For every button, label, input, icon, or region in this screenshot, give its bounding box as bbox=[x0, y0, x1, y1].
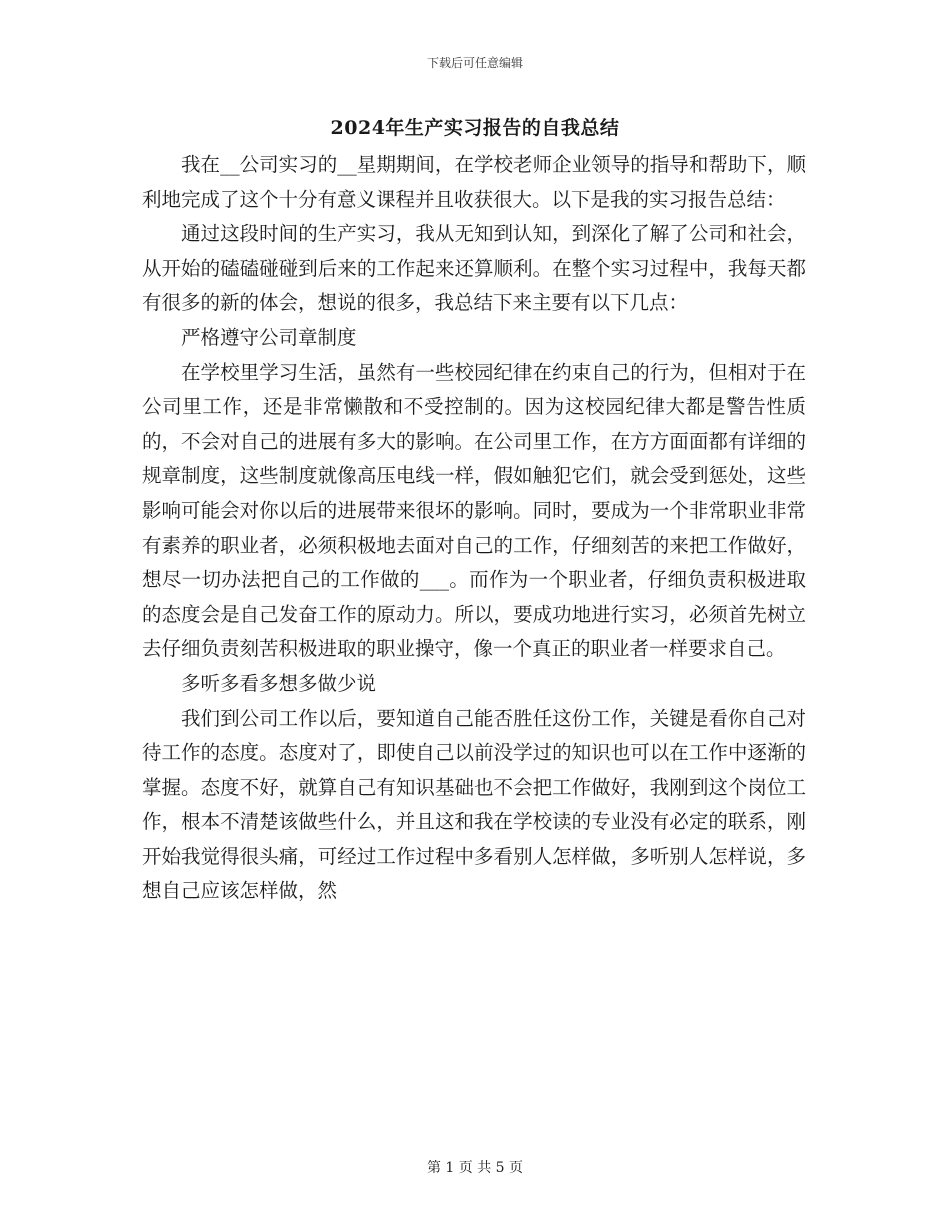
section-heading-rules: 严格遵守公司章制度 bbox=[181, 325, 357, 349]
paragraph-rules: 在学校里学习生活，虽然有一些校园纪律在约束自己的行为，但相对于在公司里工作，还是非常懒散和不受控制的。因为这校园纪律大都是警告性质的，不会对自己的进展有多大的影响。在公司里工作，在方方面面都有详细的规章制度，这些制度就像高压电线一样，假如触犯它们，就会受到惩处，这些影响可能会对你以后的进展带来很坏的影响。同时，要成为一个非常职业非常有素养的职业者，必须积极地去面对自己的工作，仔细刻苦的来把工作做好，想尽一切办法把自己的工作做的___。而作为一个职业者，仔细负责积极进取的态度会是自己发奋工作的原动力。所以，要成功地进行实习，必须首先树立去仔细负责刻苦积极进取的职业操守，像一个真正的职业者一样要求自己。 bbox=[142, 360, 806, 661]
paragraph-overview: 通过这段时间的生产实习，我从无知到认知，到深化了解了公司和社会，从开始的磕磕碰碰到后来的工作起来还算顺利。在整个实习过程中，我每天都有很多的新的体会，想说的很多，我总结下来主要有以下几点： bbox=[142, 222, 806, 315]
section-heading-listen-more: 多听多看多想多做少说 bbox=[181, 671, 377, 695]
paragraph-intro: 我在__公司实习的__星期期间，在学校老师企业领导的指导和帮助下，顺利地完成了这个十分有意义课程并且收获很大。以下是我的实习报告总结： bbox=[142, 153, 806, 211]
page-number: 第 1 页 共 5 页 bbox=[426, 1160, 524, 1176]
document-title: 2024年生产实习报告的自我总结 bbox=[330, 117, 620, 139]
header-note: 下载后可任意编辑 bbox=[426, 56, 523, 70]
document-body bbox=[142, 148, 806, 909]
paragraph-listen-more: 我们到公司工作以后，要知道自己能否胜任这份工作，关键是看你自己对待工作的态度。态度对了，即使自己以前没学过的知识也可以在工作中逐渐的掌握。态度不好，就算自己有知识基础也不会把工作做好，我刚到这个岗位工作，根本不清楚该做些什么，并且这和我在学校读的专业没有必定的联系，刚开始我觉得很头痛，可经过工作过程中多看别人怎样做，多听别人怎样说，多想自己应该怎样做，然 bbox=[142, 706, 806, 903]
